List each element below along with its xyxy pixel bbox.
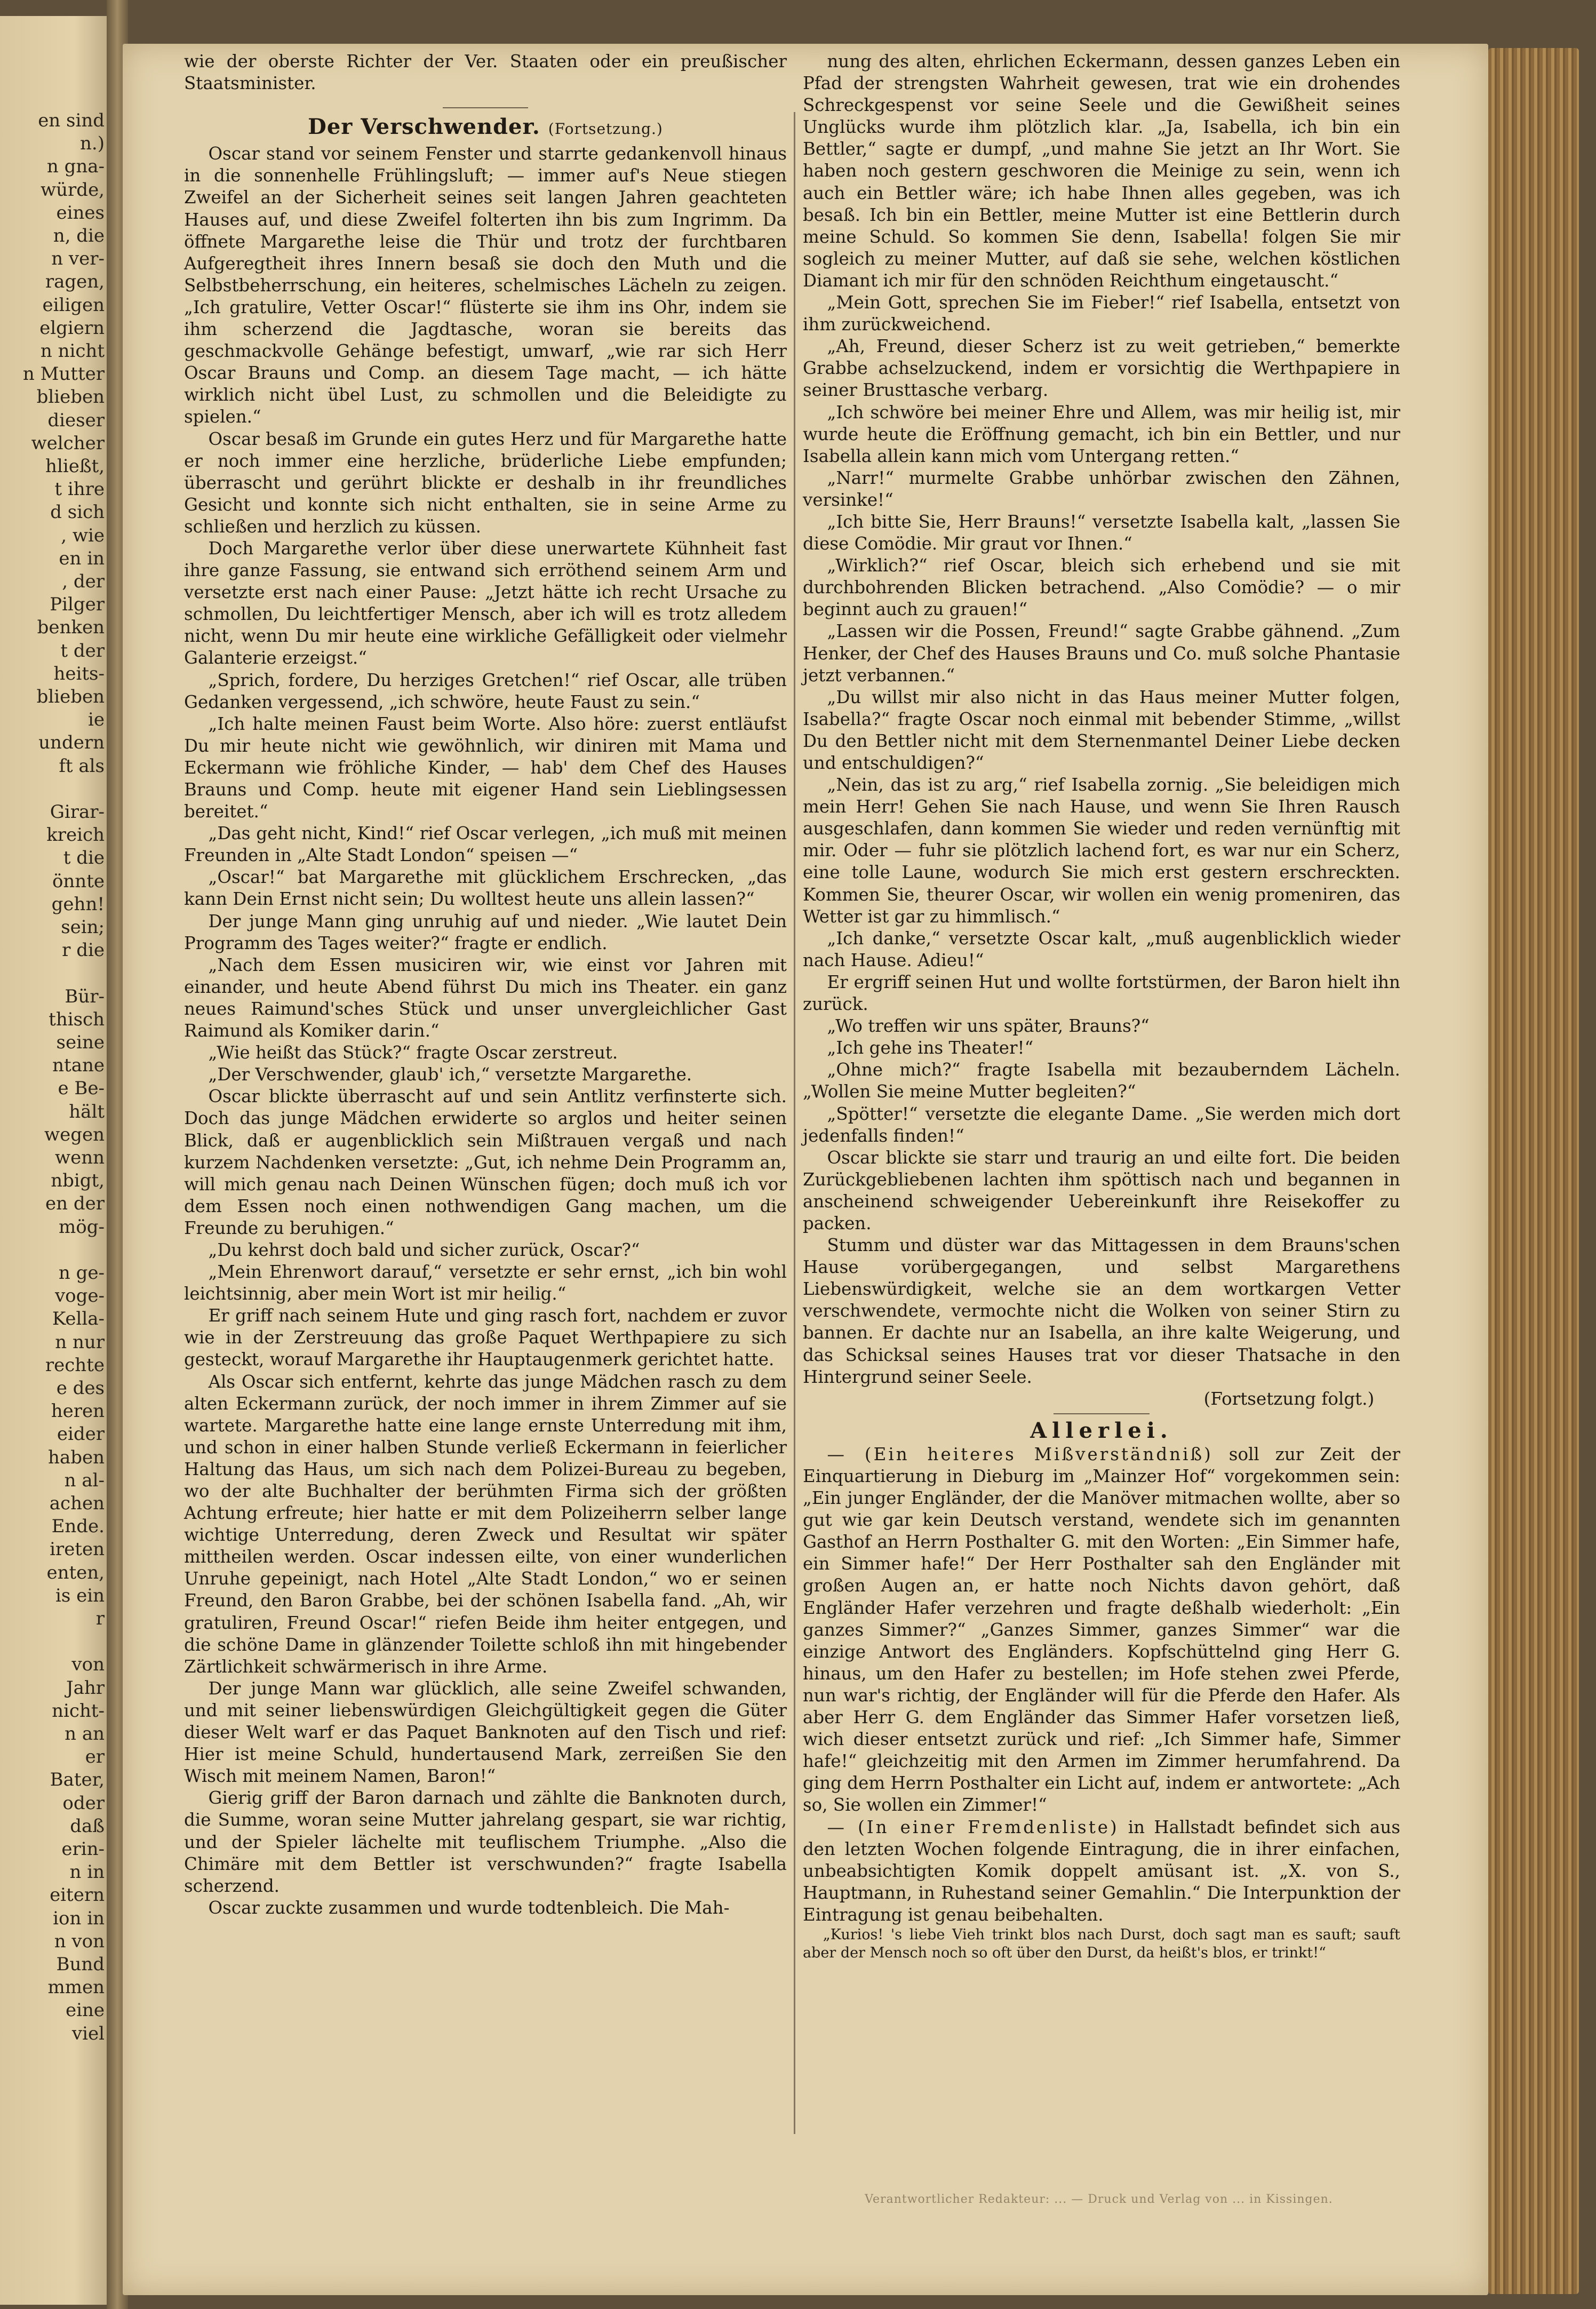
left-page-edge bbox=[0, 16, 110, 2305]
allerlei-item bbox=[803, 1817, 1400, 1926]
allerlei-item-text: in Hallstadt befindet sich aus den letzten Wochen folgende Eintragung, die in ihrer einfachen, unbeabsichtigten Komik doppelt amüsant ist. „X. von S., Hauptmann, in Ruhestand seiner Gemahlin.“ Die Interpunktion der Eintragung ist genau beibehalten. bbox=[803, 1817, 1400, 1925]
left-page-fragment: Kella- bbox=[52, 1308, 105, 1330]
left-paragraph: „Das geht nicht, Kind!“ rief Oscar verlegen, „ich muß mit meinen Freunden in „Alte Stadt London“ speisen —“ bbox=[184, 823, 787, 866]
left-page-fragment: önnte bbox=[52, 870, 105, 892]
right-paragraph: Er ergriff seinen Hut und wollte fortstürmen, der Baron hielt ihn zurück. bbox=[803, 972, 1400, 1015]
article-continued-label: (Fortsetzung.) bbox=[548, 120, 663, 138]
right-paragraph: „Ohne mich?“ fragte Isabella mit bezauberndem Lächeln. „Wollen Sie meine Mutter begleiten?“ bbox=[803, 1060, 1400, 1102]
right-paragraph: „Ich bitte Sie, Herr Brauns!“ versetzte Isabella kalt, „lassen Sie diese Comödie. Mir graut vor Ihnen.“ bbox=[803, 511, 1400, 554]
column-left bbox=[184, 51, 787, 1919]
left-page-fragment: n, die bbox=[53, 225, 105, 246]
right-paragraph: „Mein Gott, sprechen Sie im Fieber!“ rief Isabella, entsetzt von ihm zurückweichend. bbox=[803, 292, 1400, 335]
article-body-left bbox=[184, 143, 787, 1919]
left-page-fragment: d sich bbox=[50, 501, 105, 523]
left-page-fragment: is ein bbox=[55, 1585, 105, 1606]
left-page-fragment: ion in bbox=[53, 1907, 105, 1929]
left-paragraph: Oscar blickte überrascht auf und sein Antlitz verfinsterte sich. Doch das junge Mädchen erwiderte so arglos und heiter seinen Blick, daß er augenblicklich sein Mißtrauen vergaß und nach kurzem Nachdenken versetzte: „Gut, ich nehme Dein Programm an, will mich genau nach Deinen Wünschen fügen; doch muß ich vor dem Essen noch einen nothwendigen Gang machen, um die Freunde zu beruhigen.“ bbox=[184, 1086, 787, 1238]
left-page-fragment: er bbox=[85, 1746, 105, 1768]
left-page-fragment: n an bbox=[65, 1723, 105, 1745]
left-page-fragment: Girar- bbox=[50, 801, 105, 823]
left-page-fragment: , wie bbox=[61, 524, 105, 546]
article-intro: wie der oberste Richter der Ver. Staaten oder ein preußischer Staatsminister. bbox=[184, 51, 787, 94]
left-page-fragment: ft als bbox=[59, 755, 105, 777]
left-page-fragment: n.) bbox=[80, 133, 105, 155]
article-title-text: Der Verschwender. bbox=[308, 114, 540, 140]
left-page-fragment: wegen bbox=[44, 1124, 105, 1145]
left-paragraph: „Der Verschwender, glaub' ich,“ versetzte Margarethe. bbox=[208, 1064, 692, 1085]
left-page-fragment: hließt, bbox=[45, 456, 105, 477]
separator-rule bbox=[1054, 1413, 1150, 1414]
left-page-fragment: n ge- bbox=[58, 1262, 105, 1284]
right-paragraph: Oscar blickte sie starr und traurig an und eilte fort. Die beiden Zurückgebliebenen lachten ihm spöttisch nach und begannen in anscheinend schweigender Uebereinkunft ihre Reisekoffer zu packen. bbox=[803, 1147, 1400, 1233]
separator-rule bbox=[443, 107, 528, 108]
left-page-fragment: blieben bbox=[36, 386, 105, 408]
left-page-fragment: undern bbox=[38, 732, 105, 754]
allerlei-item-lead: — (Ein heiteres Mißverständniß) bbox=[827, 1444, 1213, 1464]
left-paragraph: Er griff nach seinem Hute und ging rasch fort, nachdem er zuvor wie in der Zerstreuung das große Paquet Werthpapiere zu sich gesteckt, worauf Margarethe ihr Hauptaugenmerk gerichtet hatte. bbox=[184, 1305, 787, 1370]
left-page-fragment: eider bbox=[57, 1423, 105, 1445]
left-page-fragment: en der bbox=[45, 1193, 105, 1215]
column-right bbox=[803, 51, 1400, 1962]
allerlei-footnote: „Kurios! 's liebe Vieh trinkt blos nach Durst, doch sagt man es sauft; sauft aber der Mensch noch so oft über den Durst, da heißt's blos, er trinkt!“ bbox=[803, 1926, 1400, 1961]
left-page-fragment: ragen, bbox=[45, 271, 105, 293]
left-page-fragment: oder bbox=[62, 1792, 105, 1814]
left-page-fragment: mög- bbox=[59, 1216, 105, 1238]
left-page-fragment: viel bbox=[71, 2023, 105, 2044]
left-page-fragment: en in bbox=[59, 547, 105, 569]
left-page-fragment: rechte bbox=[45, 1354, 105, 1376]
left-page-fragment: n nur bbox=[55, 1331, 105, 1353]
left-page-fragment: ntane bbox=[52, 1055, 105, 1077]
left-page-fragment: Jahr bbox=[66, 1677, 105, 1699]
left-page-fragment: gehn! bbox=[51, 893, 105, 915]
left-page-fragment: r bbox=[95, 1608, 105, 1629]
right-paragraph: „Ah, Freund, dieser Scherz ist zu weit getrieben,“ bemerkte Grabbe achselzuckend, indem er vorsichtig die Werthpapiere in seiner Brusttasche verbarg. bbox=[803, 336, 1400, 401]
left-paragraph: Oscar besaß im Grunde ein gutes Herz und für Margarethe hatte er noch immer eine herzliche, brüderliche Liebe empfunden; überrascht und gerührt blickte er deshalb in ihr freundliches Gesicht und konnte sich nicht enthalten, sie in seine Arme zu schließen und herzlich zu küssen. bbox=[184, 428, 787, 537]
right-paragraph: „Wirklich?“ rief Oscar, bleich sich erhebend und sie mit durchbohrenden Blicken betrachend. „Also Comödie? — o mir beginnt auch zu grauen!“ bbox=[803, 555, 1400, 620]
left-page-fragment: n in bbox=[69, 1861, 105, 1883]
right-paragraph: „Ich gehe ins Theater!“ bbox=[827, 1038, 1034, 1058]
left-page-fragment: en sind bbox=[38, 110, 105, 131]
allerlei-title: Allerlei. bbox=[1030, 1418, 1173, 1443]
left-page-fragment: n Mutter bbox=[22, 363, 105, 385]
left-page-fragment: seine bbox=[56, 1032, 105, 1053]
to-be-continued: (Fortsetzung folgt.) bbox=[1203, 1388, 1375, 1409]
left-paragraph: Oscar stand vor seinem Fenster und starrte gedankenvoll hinaus in die sonnenhelle Frühlingsluft; — immer auf's Neue stiegen Zweifel an der Sicherheit seines seit langen Jahren geachteten Hauses auf, und diese Zweifel folterten ihn bis zum Ingrimm. Da öffnete Margarethe leise die Thür und trotz der furchtbaren Aufgeregtheit ihres Innern besaß sie doch den Muth und die Selbstbeherrschung, ein heiteres, schelmisches Lächeln zu zeigen. „Ich gratulire, Vetter Oscar!“ flüsterte sie ihm ins Ohr, indem sie ihm scherzend die Jagdtasche, woran sie bereits das geschmackvolle Gehänge befestigt, umwarf, „wie rar sich Herr Oscar Brauns und Comp. an diesem Tage macht, — ich hätte wirklich nicht übel Lust, zu schmollen und die Beleidigte zu spielen.“ bbox=[184, 144, 787, 427]
left-page-fragment: enten, bbox=[46, 1562, 105, 1583]
left-page-fragment: von bbox=[71, 1654, 105, 1676]
left-page-fragment: t ihre bbox=[54, 479, 105, 500]
right-paragraph: „Du willst mir also nicht in das Haus meiner Mutter folgen, Isabella?“ fragte Oscar noch einmal mit bebender Stimme, „willst Du den Bettler nicht mit dem Sternenmantel Deiner Liebe decken und entschuldigen?“ bbox=[803, 687, 1400, 773]
left-paragraph: „Oscar!“ bat Margarethe mit glücklichem Erschrecken, „das kann Dein Ernst nicht sein; Du wolltest heute uns allein lassen?“ bbox=[184, 867, 787, 910]
left-page-fragment: Ende. bbox=[51, 1516, 105, 1538]
left-page-fragment: , der bbox=[62, 571, 105, 592]
left-page-fragment: daß bbox=[70, 1815, 105, 1837]
left-page-fragment: n ver- bbox=[51, 248, 105, 270]
right-paragraph: Stumm und düster war das Mittagessen in dem Brauns'schen Hause vorübergegangen, und selbst Margarethens Liebenswürdigkeit, welche sie an dem wortkargen Vetter verschwendete, vermochte nicht die Wolken von seiner Stirn zu bannen. Er dachte nur an Isabella, an ihre kalte Weigerung, und das Schicksal seines Hauses trat vor dieser Thatsache in den Hintergrund seiner Seele. bbox=[803, 1235, 1400, 1387]
left-page-fragment: haben bbox=[48, 1446, 105, 1468]
left-page-fragment: sein; bbox=[61, 917, 105, 938]
left-page-fragment: hält bbox=[69, 1101, 105, 1122]
left-paragraph: Als Oscar sich entfernt, kehrte das junge Mädchen rasch zu dem alten Eckermann zurück, der noch immer in ihrem Zimmer auf sie wartete. Margarethe hatte eine lange ernste Unterredung mit ihm, und schon in einer halben Stunde verließ Eckermann in feierlicher Haltung das Haus, um sich nach dem Polizei-Bureau zu begeben, wo der alte Buchhalter der berühmten Firma sich der größten Achtung erfreute; hier hatte er mit dem Polizeiherrn selber lange wichtige Unterredung, deren Zweck und Resultat wir später mittheilen werden. Oscar indessen eilte, von einer wunderlichen Unruhe gepeinigt, nach Hotel „Alte Stadt London,“ wo er seinen Freund, den Baron Grabbe, bei der schönen Isabella fand. „Ah, wir gratuliren, Freund Oscar!“ riefen Beide ihm heiter entgegen, und die schöne Dame in glänzender Toilette schloß ihn mit hingebender Zärtlichkeit schwärmerisch in ihre Arme. bbox=[184, 1371, 787, 1677]
imprint-line: Verantwortlicher Redakteur: ... — Druck und Verlag von ... in Kissingen. bbox=[865, 2193, 1333, 2206]
left-page-fragment: ireten bbox=[50, 1539, 105, 1560]
left-page-fragment: n nicht bbox=[40, 340, 105, 362]
right-paragraph: „Wo treffen wir uns später, Brauns?“ bbox=[827, 1016, 1150, 1037]
left-page-fragment: n gna- bbox=[46, 156, 105, 178]
left-page-fragment: t die bbox=[63, 847, 105, 869]
right-paragraph: „Ich schwöre bei meiner Ehre und Allem, was mir heilig ist, mir wurde heute die Eröffnung gemacht, ich bin ein Bettler, und nur Isabella allein kann mich vom Untergang retten.“ bbox=[803, 402, 1400, 466]
left-paragraph: „Nach dem Essen musiciren wir, wie einst vor Jahren mit einander, und heute Abend führst Du mich ins Theater. ein ganz neues Raimund'sches Stück und unser unvergleichlicher Gast Raimund als Komiker darin.“ bbox=[184, 954, 787, 1041]
left-page-fragment: e des bbox=[56, 1378, 105, 1399]
article-body-right bbox=[803, 51, 1400, 1388]
left-page-fragment: elgiern bbox=[39, 317, 105, 339]
left-page-fragment: t der bbox=[60, 640, 105, 662]
allerlei-item bbox=[803, 1444, 1400, 1817]
column-divider bbox=[794, 112, 795, 2134]
left-paragraph: Der junge Mann war glücklich, alle seine Zweifel schwanden, und mit seiner liebenswürdigen Gleichgültigkeit gegen die Güter dieser Welt warf er das Paquet Banknoten auf den Tisch und rief: Hier ist meine Schuld, hundertausend Mark, zerreißen Sie den Wisch mit meinem Namen, Baron!“ bbox=[184, 1678, 787, 1787]
left-page-fragment: heren bbox=[51, 1400, 105, 1422]
left-page-fragment: achen bbox=[49, 1493, 105, 1514]
left-page-fragment: kreich bbox=[46, 824, 105, 846]
left-page-fragment: ie bbox=[88, 709, 105, 731]
right-paragraph: „Lassen wir die Possen, Freund!“ sagte Grabbe gähnend. „Zum Henker, der Chef des Hauses Brauns und Co. muß solche Phantasie jetzt verbannen.“ bbox=[803, 621, 1400, 686]
left-page-fragment: Bür- bbox=[65, 985, 105, 1007]
left-page-fragment: erin- bbox=[61, 1838, 105, 1860]
left-page-fragment: blieben bbox=[36, 686, 105, 707]
right-paragraph: nung des alten, ehrlichen Eckermann, dessen ganzes Leben ein Pfad der strengsten Wahrheit gewesen, trat wie ein drohendes Schreckgespenst vor seine Seele und die Gewißheit seines Unglücks wurde ihm plötzlich klar. „Ja, Isabella, ich bin ein Bettler,“ sagte er dumpf, „und mahne Sie jetzt an Ihr Wort. Sie haben noch gestern geschworen die Meinige zu sein, wenn ich auch ein Bettler wäre; ich habe Ihnen alles gegeben, was ich besaß. Ich bin ein Bettler, meine Mutter ist eine Bettlerin durch meine Schuld. So kommen Sie denn, Isabella! folgen Sie mir sogleich zu meiner Mutter, auf daß sie sehe, welchen köstlichen Diamant ich mir für den schnöden Reichthum eingetauscht.“ bbox=[803, 51, 1400, 291]
allerlei-item-lead: — (In einer Fremdenliste) bbox=[827, 1817, 1119, 1837]
allerlei-items bbox=[803, 1444, 1400, 1926]
left-page-fragment: benken bbox=[37, 617, 105, 639]
left-paragraph: Der junge Mann ging unruhig auf und nieder. „Wie lautet Dein Programm des Tages weiter?“ fragte er endlich. bbox=[184, 911, 787, 953]
right-paragraph: „Ich danke,“ versetzte Oscar kalt, „muß augenblicklich wieder nach Hause. Adieu!“ bbox=[803, 928, 1400, 970]
left-paragraph: „Wie heißt das Stück?“ fragte Oscar zerstreut. bbox=[208, 1042, 618, 1063]
left-paragraph: „Mein Ehrenwort darauf,“ versetzte er sehr ernst, „ich bin wohl leichtsinnig, aber mein Wort ist mir heilig.“ bbox=[184, 1262, 787, 1304]
left-page-fragment: voge- bbox=[54, 1285, 105, 1307]
left-page-fragment: n von bbox=[54, 1930, 105, 1952]
left-page-fragment: dieser bbox=[47, 409, 105, 431]
page-stack-edge bbox=[1488, 48, 1579, 2294]
left-page-fragment: Pilger bbox=[50, 594, 105, 616]
left-paragraph: Doch Margarethe verlor über diese unerwartete Kühnheit fast ihre ganze Fassung, sie entwand sich erröthend seinem Arm und versetzte erst nach einer Pause: „Jetzt hätte ich recht Ursache zu schmollen, Du leichtfertiger Mensch, aber ich will es trotz alledem nicht, wenn Du mir heute eine wirkliche Gefälligkeit oder vielmehr Galanterie erzeigst.“ bbox=[184, 538, 787, 668]
left-page-fragment: nicht- bbox=[52, 1700, 105, 1722]
left-page-fragment: n al- bbox=[64, 1469, 105, 1491]
left-page-fragment: Bater, bbox=[50, 1769, 105, 1791]
left-page-fragment: nbigt, bbox=[51, 1170, 105, 1192]
right-paragraph: „Spötter!“ versetzte die elegante Dame. „Sie werden mich dort jedenfalls finden!“ bbox=[803, 1103, 1400, 1146]
right-paragraph: „Narr!“ murmelte Grabbe unhörbar zwischen den Zähnen, versinke!“ bbox=[803, 467, 1400, 510]
right-paragraph: „Nein, das ist zu arg,“ rief Isabella zornig. „Sie beleidigen mich mein Herr! Gehen Sie nach Hause, und wenn Sie Ihren Rausch ausgeschlafen, dann kommen Sie wieder und reden vernünftig mit mir. Oder — fuhr sie plötzlich lachend fort, es war nur ein Scherz, eine tolle Laune, wodurch Sie mich erst gestern erschreckten. Kommen Sie, theurer Oscar, wir wollen ein wenig promeniren, das Wetter ist gar zu himmlisch.“ bbox=[803, 775, 1400, 927]
left-page-fragment: e Be- bbox=[58, 1078, 105, 1100]
left-page-fragment: wenn bbox=[54, 1147, 105, 1168]
left-page-fragment: Bund bbox=[56, 1954, 105, 1975]
left-page-fragment: eine bbox=[65, 2000, 105, 2021]
left-page-fragment: welcher bbox=[31, 432, 105, 454]
left-page-fragment: heits- bbox=[53, 663, 105, 684]
left-page-fragment: thisch bbox=[49, 1008, 105, 1030]
left-paragraph: Gierig griff der Baron darnach und zählte die Banknoten durch, die Summe, woran seine Mutter jahrelang gespart, sie war richtig, und der Spieler lächelte mit teuflischem Triumphe. „Also die Chimäre mit dem Bettler ist verschwunden?“ fragte Isabella scherzend. bbox=[184, 1788, 787, 1896]
left-paragraph: „Ich halte meinen Faust beim Worte. Also höre: zuerst entläufst Du mir heute nicht wie gewöhnlich, wir diniren mit Mama und Eckermann wie fröhliche Kinder, — hab' dem Chef des Hauses Brauns und Comp. heute mit eigener Hand sein Lieblingsessen bereitet.“ bbox=[184, 713, 787, 822]
allerlei-item-text: soll zur Zeit der Einquartierung in Dieburg im „Mainzer Hof“ vorgekommen sein: „Ein junger Engländer, der die Manöver mitmachen wollte, aber so gut wie gar kein Deutsch verstand, wendete sich im genannten Gasthof an Herrn Posthalter G. mit den Worten: „Ein Simmer hafe, ein Simmer hafe!“ Der Herr Posthalter sah den Engländer mit großen Augen an, er hatte noch Nichts davon gehört, daß Engländer Hafer verzehren und fragte deßhalb wiederholt: „Ein ganzes Simmer?“ „Ganzes Simmer, ganzes Simmer“ war die einzige Antwort des Engländers. Kopfschüttelnd ging Herr G. hinaus, um den Hafer zu bestellen; im Hofe stehen zwei Pferde, nun war's richtig, der Engländer will für die Pferde den Hafer. Als aber Herr G. dem Engländer das Simmer Hafer vorsetzen ließ, wich dieser entsetzt zurück und rief: „Ich Simmer hafe, Simmer hafe!“ gleichzeitig mit den Armen im Zimmer herumfahrend. Da ging dem Herrn Posthalter ein Licht auf, indem er antwortete: „Ach so, Sie wollen ein Zimmer!“ bbox=[803, 1444, 1400, 1816]
left-page-fragment: eitern bbox=[50, 1884, 105, 1906]
left-paragraph: „Du kehrst doch bald und sicher zurück, Oscar?“ bbox=[208, 1239, 640, 1260]
left-paragraph: Oscar zuckte zusammen und wurde todtenbleich. Die Mah- bbox=[208, 1897, 730, 1918]
article-title bbox=[184, 116, 787, 140]
left-page-fragment: eines bbox=[56, 202, 105, 224]
left-page-fragment: mmen bbox=[47, 1977, 105, 1999]
left-page-fragment: eiligen bbox=[42, 294, 105, 316]
left-paragraph: „Sprich, fordere, Du herziges Gretchen!“ rief Oscar, alle trüben Gedanken vergessend, „ich schwöre, heute Faust zu sein.“ bbox=[184, 670, 787, 712]
left-page-fragment: würde, bbox=[41, 179, 105, 201]
left-page-fragment: r die bbox=[62, 939, 105, 961]
